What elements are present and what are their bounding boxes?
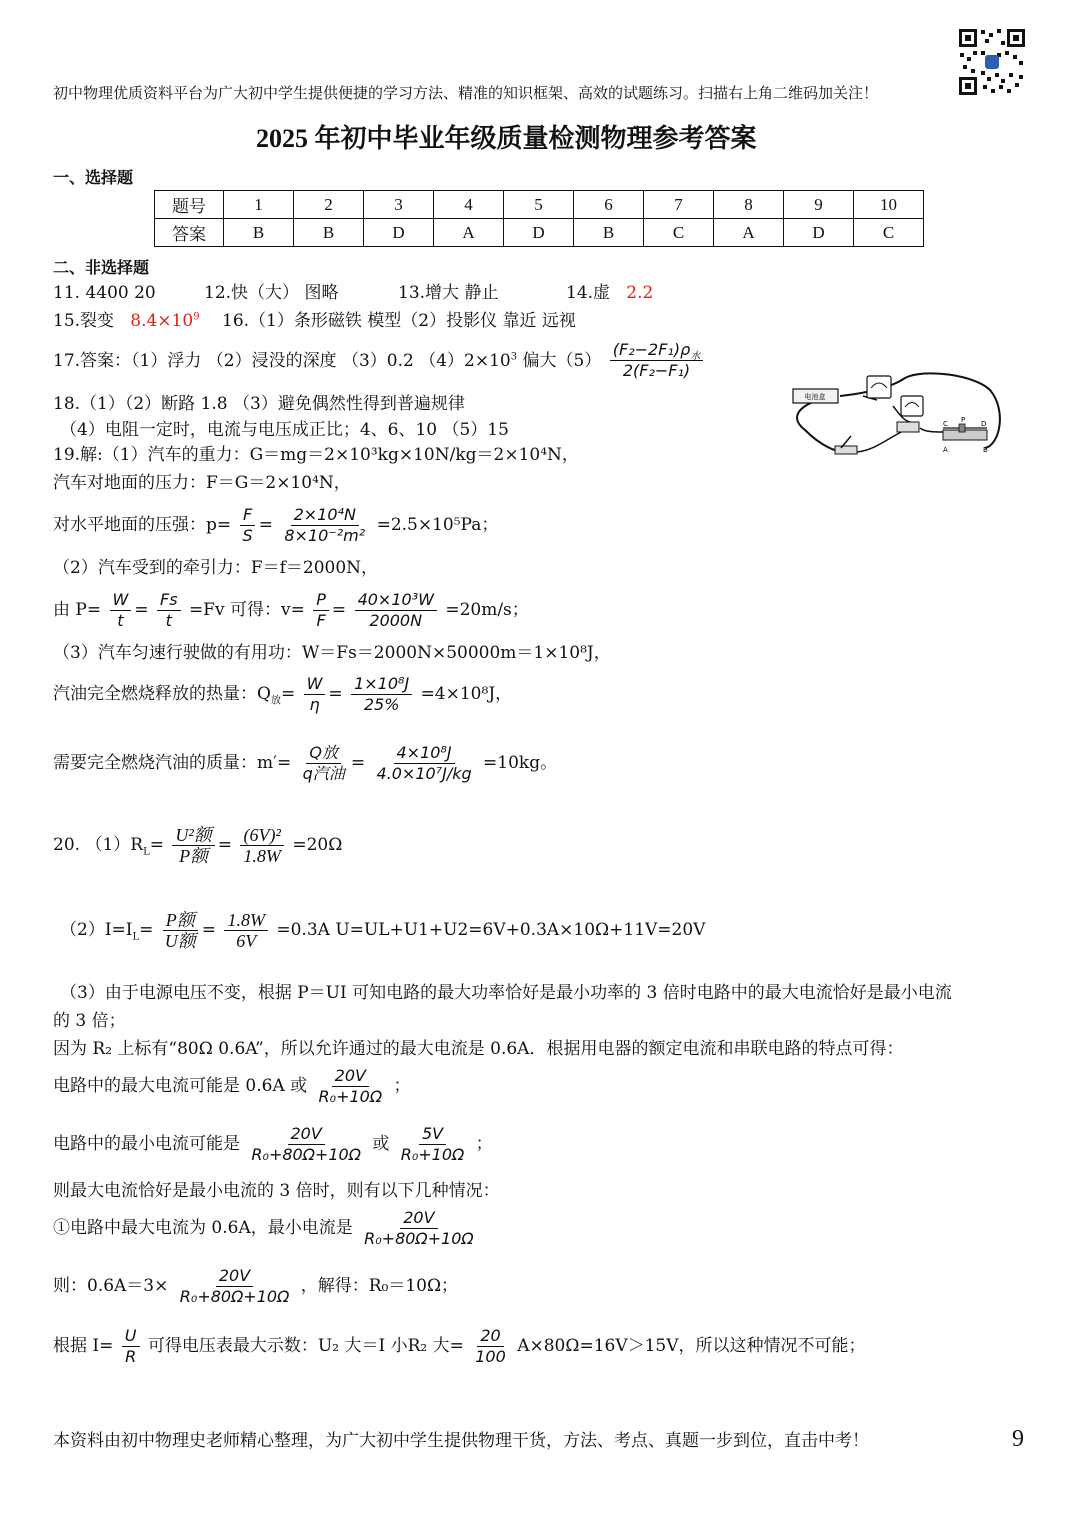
q20-l7-pre: 电路中的最小电流可能是 xyxy=(53,1134,240,1154)
q17-formula xyxy=(610,340,703,381)
q14-text: 14.虚 xyxy=(566,283,611,303)
q20-l1-post: =20Ω xyxy=(292,835,343,855)
table-cell: D xyxy=(364,219,434,247)
table-cell: A xyxy=(714,219,784,247)
frac-den: F xyxy=(316,611,326,630)
table-row xyxy=(155,219,924,247)
formula-fraction xyxy=(177,1266,293,1307)
frac-num: 20 xyxy=(477,1326,503,1347)
switch-base xyxy=(835,446,857,454)
frac-num: 2×10⁴N xyxy=(291,505,359,526)
q20-l7-post: ； xyxy=(475,1134,493,1154)
frac-num: F xyxy=(240,505,255,526)
frac-den: U额 xyxy=(164,931,196,951)
q19-l7-eq: = xyxy=(280,684,296,704)
formula-fraction xyxy=(304,674,326,715)
frac-den: q汽油 xyxy=(302,764,345,783)
q17-formula-den: 2(F₂−F₁) xyxy=(622,361,691,380)
page-number: 9 xyxy=(1012,1426,1024,1452)
q13-answer: 13.增大 静止 xyxy=(398,283,499,303)
formula-fraction xyxy=(224,910,268,951)
q19-line8: 需要完全燃烧汽油的质量：m′= $\frac{\text{Q放}}{\text{q汽油}}$ = $\frac{\text{4×10⁸J}}{\text{4.0×10⁷J/kg}}$ =10kg。 xyxy=(53,743,558,783)
frac-num: Q放 xyxy=(306,743,341,764)
q20-line10 xyxy=(53,1266,458,1307)
q19-line6: （3）汽车匀速行驶做的有用功：W＝Fs＝2000N×50000m＝1×10⁸J， xyxy=(53,643,611,663)
q20-l1-eq: = xyxy=(149,835,164,855)
table-cell: 3 xyxy=(364,191,434,219)
q15-answer xyxy=(53,310,200,332)
frac-num: W xyxy=(304,674,326,695)
q17-exp: 3 xyxy=(510,350,518,362)
q17-text xyxy=(53,351,601,371)
q20-line9 xyxy=(53,1208,480,1249)
frac-den: 8×10⁻²m² xyxy=(284,526,366,545)
frac-num: U xyxy=(122,1326,140,1347)
frac-num: W xyxy=(110,590,132,611)
table-cell: 2 xyxy=(294,191,364,219)
frac-den: S xyxy=(242,526,253,545)
frac-num: 1.8W xyxy=(224,910,268,931)
q20-l2-eq: = xyxy=(139,920,154,940)
q20-line5: 因为 R₂ 上标有“80Ω 0.6A”，所以允许通过的最大电流是 0.6A．根据用电器的额定电流和串联电路的特点可得： xyxy=(53,1039,904,1059)
table-cell: 1 xyxy=(224,191,294,219)
frac-num: U²额 xyxy=(172,825,214,846)
resistor xyxy=(897,422,919,432)
table-cell: C xyxy=(854,219,924,247)
formula-fraction xyxy=(351,674,412,715)
q20-l2-pre: （2）I=I xyxy=(60,920,133,940)
rheostat-slider xyxy=(959,424,965,432)
table-cell: 7 xyxy=(644,191,714,219)
page-title: 2025 年初中毕业年级质量检测物理参考答案 xyxy=(256,124,757,153)
row-label: 题号 xyxy=(155,191,224,219)
frac-den: 6V xyxy=(236,931,257,951)
q20-line4: 的 3 倍； xyxy=(53,1011,126,1031)
q15-value-base: 8.4×10 xyxy=(130,311,194,331)
frac-den: 2000N xyxy=(369,611,423,630)
circuit-wire xyxy=(797,396,845,452)
frac-den: 25% xyxy=(363,695,400,714)
q19-l8-pre: 需要完全燃烧汽油的质量：m′= xyxy=(53,753,292,773)
q19-l3-post: =2.5×10⁵Pa； xyxy=(376,515,499,535)
circuit-wire xyxy=(920,428,943,432)
frac-num: 5V xyxy=(419,1124,446,1145)
label-d: D xyxy=(981,420,987,428)
formula-fraction xyxy=(240,505,256,546)
battery-label: 电池盒 xyxy=(804,393,826,401)
formula-fraction xyxy=(281,505,368,546)
circuit-diagram xyxy=(785,370,1007,465)
q15-value xyxy=(130,311,199,331)
q17-num-sub: 水 xyxy=(690,351,701,363)
table-row xyxy=(155,191,924,219)
frac-den: R₀+80Ω+10Ω xyxy=(251,1145,361,1164)
q20-l9-pre: ①电路中最大电流为 0.6A，最小电流是 xyxy=(53,1218,353,1238)
q20-line6 xyxy=(53,1066,410,1107)
frac-den: R₀+10Ω xyxy=(400,1145,465,1164)
q19-l7-pre: 汽油完全燃烧释放的热量：Q xyxy=(53,684,271,704)
label-c: C xyxy=(943,420,948,428)
q19-line5: 由 P= $\frac{W}{t}$ = $\frac{Fs}{t}$ =Fv 可得：v= $\frac{P}{F}$ = $\frac{\text{40×10³W}}{2000N}$ =20m/s； xyxy=(53,590,529,630)
formula-fraction xyxy=(122,1326,140,1367)
formula-fraction xyxy=(162,910,199,951)
table-cell: 10 xyxy=(854,191,924,219)
q19-l5-post: =20m/s； xyxy=(445,600,529,620)
frac-den: 4.0×10⁷J/kg xyxy=(376,764,472,783)
q20-line7 xyxy=(53,1124,493,1165)
q17-text-a: 17.答案：（1）浮力 （2）浸没的深度 （3）0.2 （4）2×10 xyxy=(53,350,511,371)
formula-fraction xyxy=(398,1124,468,1165)
q20-l1-pre: 20. （1）R xyxy=(53,835,144,855)
q18-line1: 18.（1）（2）断路 1.8 （3）避免偶然性得到普遍规律 xyxy=(53,394,465,414)
q20-l2-rest: L+U1+U2=6V+0.3A×10Ω+11V=20V xyxy=(378,920,706,940)
formula-fraction xyxy=(110,590,132,631)
q20-l1-sub: L xyxy=(143,846,150,858)
formula-fraction xyxy=(316,1066,386,1107)
frac-num: 20V xyxy=(288,1124,325,1145)
frac-den: R₀+80Ω+10Ω xyxy=(364,1229,474,1248)
q19-l7-post: =4×10⁸J， xyxy=(420,684,513,704)
q19-line2: 汽车对地面的压力：F＝G＝2×10⁴N， xyxy=(53,473,351,493)
header-promo: 初中物理优质资料平台为广大初中学生提供便捷的学习方法、精准的知识框架、高效的试题练习。扫描右上角二维码加关注！ xyxy=(53,84,879,102)
frac-num: P xyxy=(313,590,329,611)
frac-num: 1×10⁸J xyxy=(351,674,412,695)
q19-line1: 19.解:（1）汽车的重力：G＝mg＝2×10³kg×10N/kg＝2×10⁴N， xyxy=(53,445,579,465)
section1-heading: 一、选择题 xyxy=(53,168,134,187)
frac-den: P额 xyxy=(179,846,209,866)
q12-answer: 12.快（大） 图略 xyxy=(204,283,339,303)
frac-den: t xyxy=(165,611,172,630)
table-cell: C xyxy=(644,219,714,247)
frac-num: Fs xyxy=(157,590,181,611)
answer-table xyxy=(154,190,924,247)
frac-num: P额 xyxy=(163,910,198,931)
frac-num: (6V)² xyxy=(240,825,283,846)
formula-fraction xyxy=(240,825,284,866)
q20-l11-pre: 根据 I= xyxy=(53,1336,114,1356)
table-cell: 5 xyxy=(504,191,574,219)
table-cell: A xyxy=(434,219,504,247)
q17-num-main: (F₂−2F₁)ρ xyxy=(612,340,691,359)
q14-value: 2.2 xyxy=(626,283,654,303)
circuit-wire xyxy=(857,430,905,452)
q17-text-b: 偏大（5） xyxy=(517,350,602,371)
label-a: A xyxy=(943,446,948,454)
q20-l11-mid: 可得电压表最大示数：U₂ 大＝I 小R₂ 大= xyxy=(147,1336,464,1356)
formula-fraction xyxy=(361,1208,477,1249)
table-cell: 4 xyxy=(434,191,504,219)
formula-fraction xyxy=(313,590,329,631)
section2-heading: 二、非选择题 xyxy=(53,258,150,277)
frac-den: η xyxy=(309,695,320,714)
q19-l5-pre: 由 P= xyxy=(53,600,102,620)
q20-l10-pre: 则：0.6A＝3× xyxy=(53,1276,169,1296)
q14-answer xyxy=(566,282,653,304)
formula-fraction xyxy=(355,590,437,631)
frac-den: t xyxy=(117,611,124,630)
formula-fraction xyxy=(300,743,348,784)
q19-l7-sub: 放 xyxy=(270,695,281,707)
q11-answer: 11. 4400 20 xyxy=(53,283,156,303)
formula-fraction xyxy=(172,825,214,866)
q19-l8-post: =10kg。 xyxy=(483,753,558,773)
table-cell: B xyxy=(574,219,644,247)
frac-num: 20V xyxy=(332,1066,369,1087)
q20-l10-post: ，解得：R₀＝10Ω； xyxy=(300,1276,459,1296)
q20-l11-post: A×80Ω=16V＞15V，所以这种情况不可能； xyxy=(517,1336,866,1356)
q18-line2: （4）电阻一定时，电流与电压成正比；4、6、10 （5）15 xyxy=(60,420,509,440)
frac-num: 4×10⁸J xyxy=(394,743,455,764)
q19-line3: 对水平地面的压强：p= $\frac{F}{S}$ = $\frac{\text{2×10⁴N}}{\text{8×10⁻²m²}}$ =2.5×10⁵Pa； xyxy=(53,505,499,545)
table-cell: 8 xyxy=(714,191,784,219)
frac-num: 20V xyxy=(216,1266,253,1287)
q20-line1: 20. $(1)R_L=$ $\frac{\text{U²额}}{\text{P额}}$ = $\frac{\text{(6V)²}}{1.8W}$ =20Ω xyxy=(53,825,343,866)
ammeter xyxy=(867,376,891,398)
table-cell: B xyxy=(224,219,294,247)
q17-formula-num xyxy=(610,340,703,361)
q19-line4: （2）汽车受到的牵引力：F＝f＝2000N， xyxy=(53,558,379,578)
q20-line2: $(2)I=I_L=$ $\frac{\text{P额}}{\text{U额}}$ = $\frac{1.8W}{6V}$ =0.3A U=UL+U1+U2=6V+0.3A×10Ω+11V=20V xyxy=(60,910,706,951)
q15-value-exp: 9 xyxy=(193,311,200,323)
table-cell: 6 xyxy=(574,191,644,219)
q20-l2-sub: L xyxy=(132,931,140,943)
formula-fraction xyxy=(472,1326,509,1367)
row-label: 答案 xyxy=(155,219,224,247)
voltmeter xyxy=(901,396,923,416)
q16-answer: 16.（1）条形磁铁 模型（2）投影仪 靠近 远视 xyxy=(222,311,576,331)
table-cell: D xyxy=(784,219,854,247)
formula-fraction xyxy=(157,590,181,631)
q20-line11 xyxy=(53,1326,866,1367)
formula-fraction xyxy=(248,1124,364,1165)
frac-den: 1.8W xyxy=(243,846,281,866)
q20-line8: 则最大电流恰好是最小电流的 3 倍时，则有以下几种情况： xyxy=(53,1181,500,1201)
q17-answer xyxy=(53,340,706,381)
formula-fraction xyxy=(373,743,474,784)
footer-text: 本资料由初中物理史老师精心整理，为广大初中学生提供物理干货，方法、考点、真题一步到位，直击中考！ xyxy=(53,1431,869,1451)
table-cell: 9 xyxy=(784,191,854,219)
label-p: P xyxy=(961,416,966,424)
label-b: B xyxy=(983,446,988,454)
qr-code-icon xyxy=(957,27,1027,97)
frac-num: 20V xyxy=(400,1208,437,1229)
q20-line3: （3）由于电源电压不变，根据 P＝UI 可知电路的最大功率恰好是最小功率的 3 倍时电路中的最大电流恰好是最小电流 xyxy=(60,983,952,1003)
q20-l6-post: ； xyxy=(393,1076,411,1096)
frac-den: R₀+80Ω+10Ω xyxy=(179,1287,290,1306)
q20-l2-post: =0.3A U=U xyxy=(276,920,379,940)
q19-l3-pre: 对水平地面的压强：p= xyxy=(53,515,232,535)
q20-l6-pre: 电路中的最大电流可能是 0.6A 或 xyxy=(53,1076,308,1096)
frac-den: R₀+10Ω xyxy=(318,1087,383,1106)
q15-text: 15.裂变 xyxy=(53,311,115,331)
q19-line7: 汽油完全燃烧释放的热量：$Q_放=$ $\frac{W}{\eta}$ = $\frac{\text{1×10⁸J}}{25\%}$ =4×10⁸J， xyxy=(53,674,513,714)
table-cell: B xyxy=(294,219,364,247)
q20-l7-mid: 或 xyxy=(372,1134,390,1154)
table-cell: D xyxy=(504,219,574,247)
frac-den: 100 xyxy=(475,1347,506,1366)
q19-l5-mid: =Fv 可得：v= xyxy=(188,600,305,620)
frac-den: R xyxy=(125,1347,137,1366)
frac-num: 40×10³W xyxy=(355,590,437,611)
